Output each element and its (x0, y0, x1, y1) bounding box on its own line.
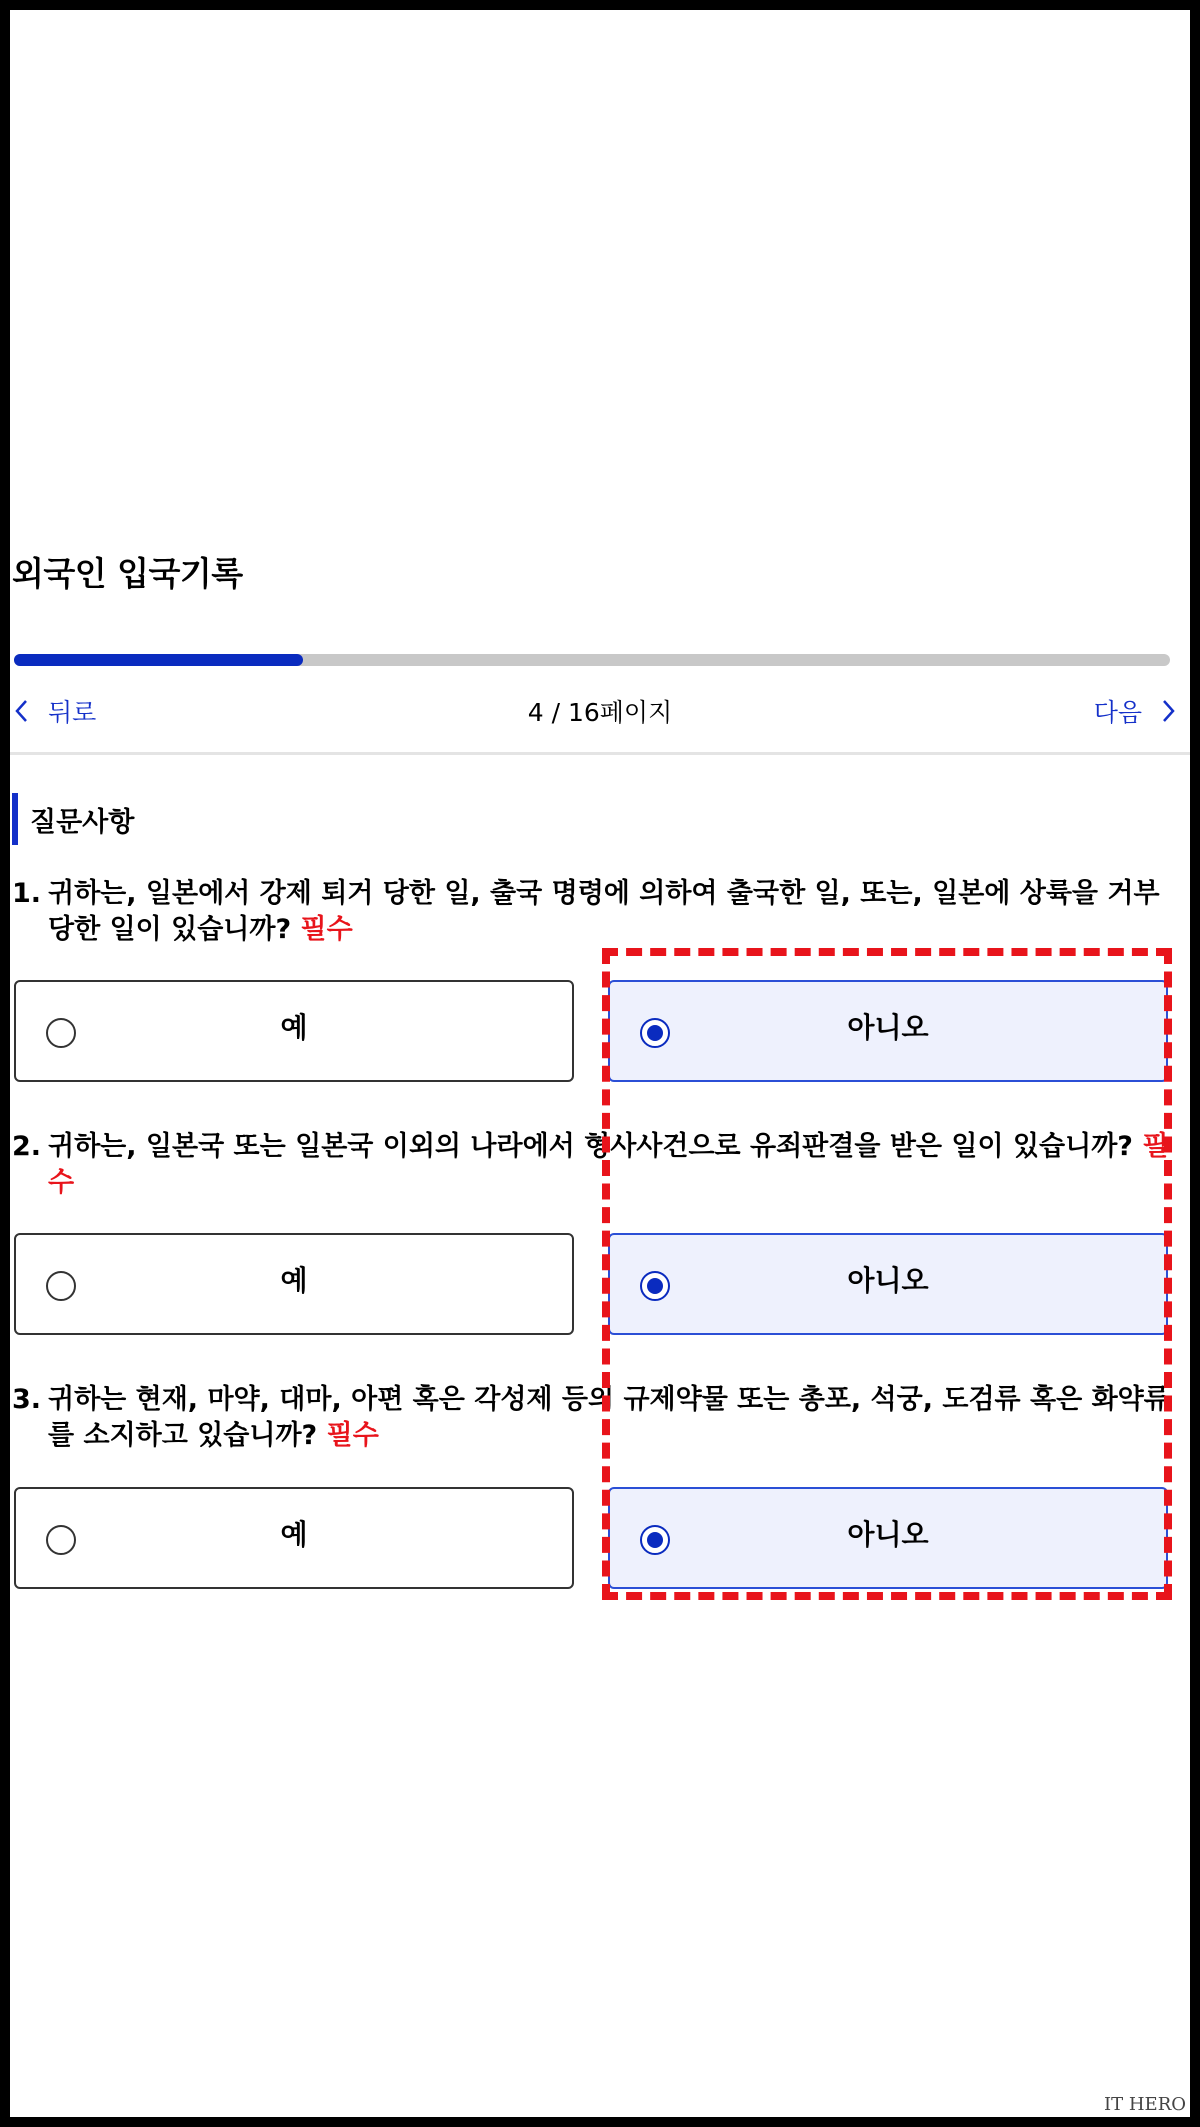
page-indicator: 4 / 16페이지 (527, 698, 673, 727)
required-badge: 필수 (300, 914, 353, 945)
option-label-yes: 예 (280, 1264, 308, 1297)
question-number: 3. (12, 1384, 42, 1415)
question-text: 귀하는, 일본국 또는 일본국 이외의 나라에서 형사사건으로 유죄판결을 받은 일이 있습니까? (48, 1131, 1133, 1162)
question-2-yes-option[interactable] (14, 1233, 574, 1335)
page-title: 외국인 입국기록 (12, 554, 243, 593)
next-button[interactable] (1094, 693, 1178, 729)
divider (10, 752, 1190, 755)
question-3-yes-option[interactable] (14, 1487, 574, 1589)
chevron-right-icon (1156, 698, 1178, 724)
question-3-no-option[interactable] (608, 1487, 1168, 1589)
option-label-yes: 예 (280, 1011, 308, 1044)
next-label: 다음 (1093, 698, 1142, 727)
option-label-no: 아니오 (847, 1264, 929, 1297)
question-2 (12, 1129, 1172, 1201)
required-badge: 필수 (48, 1131, 1169, 1198)
question-text: 귀하는, 일본에서 강제 퇴거 당한 일, 출국 명령에 의하여 출국한 일, 또는, 일본에 상륙을 거부 당한 일이 있습니까? (48, 878, 1160, 945)
section-accent-bar (12, 793, 18, 845)
section-header (12, 793, 134, 845)
question-number: 1. (12, 878, 42, 909)
question-number: 2. (12, 1131, 42, 1162)
back-label: 뒤로 (48, 698, 97, 727)
section-title: 질문사항 (30, 806, 135, 838)
question-1 (12, 876, 1172, 948)
question-2-no-option[interactable] (608, 1233, 1168, 1335)
question-1-no-option[interactable] (608, 980, 1168, 1082)
question-1-yes-option[interactable] (14, 980, 574, 1082)
option-label-yes: 예 (280, 1518, 308, 1551)
option-label-no: 아니오 (847, 1518, 929, 1551)
required-badge: 필수 (326, 1420, 379, 1451)
progress-bar (14, 654, 1170, 666)
option-label-no: 아니오 (847, 1011, 929, 1044)
question-text: 귀하는 현재, 마약, 대마, 아편 혹은 각성제 등의 규제약물 또는 총포, 석궁, 도검류 혹은 화약류를 소지하고 있습니까? (48, 1384, 1170, 1451)
watermark: IT HERO (1104, 2094, 1186, 2115)
question-3 (12, 1382, 1172, 1454)
app-screen (10, 10, 1190, 2117)
progress-bar-fill (14, 654, 303, 666)
page-navigation (10, 693, 1190, 737)
